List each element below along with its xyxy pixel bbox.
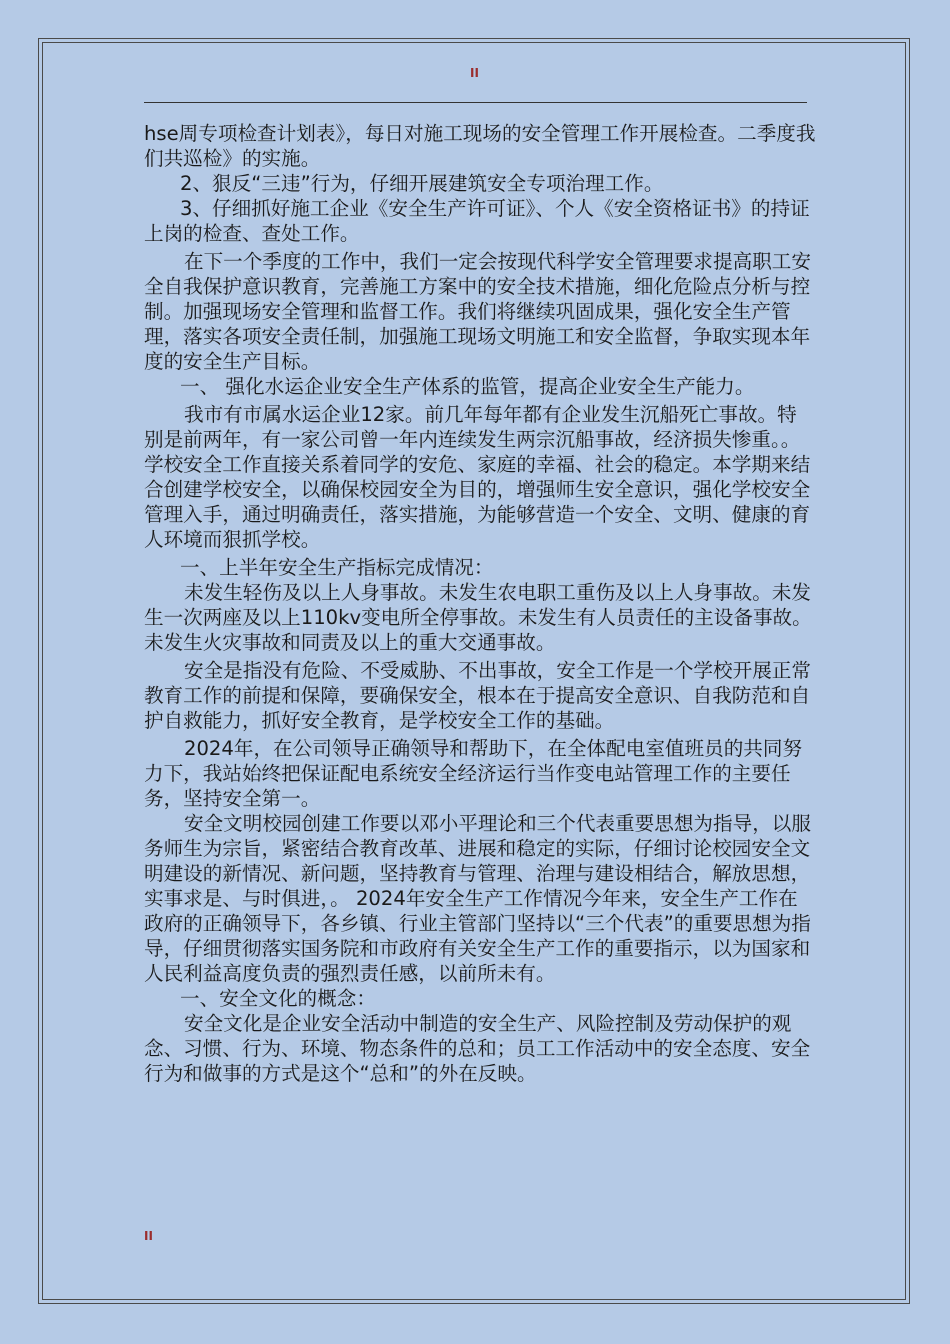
paragraph-9: 安全是指没有危险、不受威胁、不出事故，安全工作是一个学校开展正常教育工作的前提和保障，要确保安全，根本在于提高安全意识、自我防范和自护自救能力，抓好安全教育，是学校安全工作的基础。	[144, 659, 811, 732]
document-body	[144, 121, 816, 1086]
paragraph-6: 我市有市属水运企业12家。前几年每年都有企业发生沉船死亡事故。特别是前两年，有一家公司曾一年内连续发生两宗沉船事故，经济损失惨重。。 学校安全工作直接关系着同学的安危、家庭的幸福、社会的稳定。本学期来结合创建学校安全，以确保校园安全为目的，增强师生安全意识，强化学校安全管理入手，通过明确责任，落实措施，为能够营造一个安全、文明、健康的育人环境而狠抓学校。	[144, 403, 811, 551]
paragraph-11: 安全文明校园创建工作要以邓小平理论和三个代表重要思想为指导，以服务师生为宗旨，紧密结合教育改革、进展和稳定的实际，仔细讨论校园安全文明建设的新情况、新问题，坚持教育与管理、治理与建设相结合，解放思想，实事求是、与时俱进，。 2024年安全生产工作情况今年来，安全生产工作在政府的正确领导下，各乡镇、行业主管部门坚持以“三个代表”的重要思想为指导，仔细贯彻落实国务院和市政府有关安全生产工作的重要指示，以为国家和人民利益高度负责的强烈责任感，以前所未有。	[144, 812, 811, 985]
paragraph-12: 一、安全文化的概念：	[180, 987, 376, 1010]
header-mark: II	[470, 66, 479, 80]
paragraph-3: 3、仔细抓好施工企业《安全生产许可证》、个人《安全资格证书》的持证上岗的检查、查处工作。	[144, 197, 810, 245]
paragraph-7: 一、上半年安全生产指标完成情况：	[180, 556, 494, 579]
header-divider	[144, 102, 807, 103]
footer-mark: II	[144, 1229, 153, 1243]
paragraph-5: 一、 强化水运企业安全生产体系的监管，提高企业安全生产能力。	[180, 375, 755, 398]
paragraph-2: 2、狠反“三违”行为，仔细开展建筑安全专项治理工作。	[180, 172, 664, 195]
paragraph-1: hse周专项检查计划表》，每日对施工现场的安全管理工作开展检查。二季度我们共巡检》的实施。	[144, 122, 816, 170]
paragraph-10: 2024年，在公司领导正确领导和帮助下，在全体配电室值班员的共同努力下，我站始终把保证配电系统安全经济运行当作变电站管理工作的主要任务，坚持安全第一。	[144, 737, 803, 810]
paragraph-4: 在下一个季度的工作中，我们一定会按现代科学安全管理要求提高职工安全自我保护意识教育，完善施工方案中的安全技术措施，细化危险点分析与控制。加强现场安全管理和监督工作。我们将继续巩固成果，强化安全生产管理，落实各项安全责任制，加强施工现场文明施工和安全监督，争取实现本年度的安全生产目标。	[144, 250, 811, 373]
paragraph-13: 安全文化是企业安全活动中制造的安全生产、风险控制及劳动保护的观念、习惯、行为、环境、物态条件的总和；员工工作活动中的安全态度、安全行为和做事的方式是这个“总和”的外在反映。	[144, 1012, 811, 1085]
paragraph-8: 未发生轻伤及以上人身事故。未发生农电职工重伤及以上人身事故。未发生一次两座及以上110kv变电所全停事故。未发生有人员责任的主设备事故。未发生火灾事故和同责及以上的重大交通事故。	[144, 581, 812, 654]
